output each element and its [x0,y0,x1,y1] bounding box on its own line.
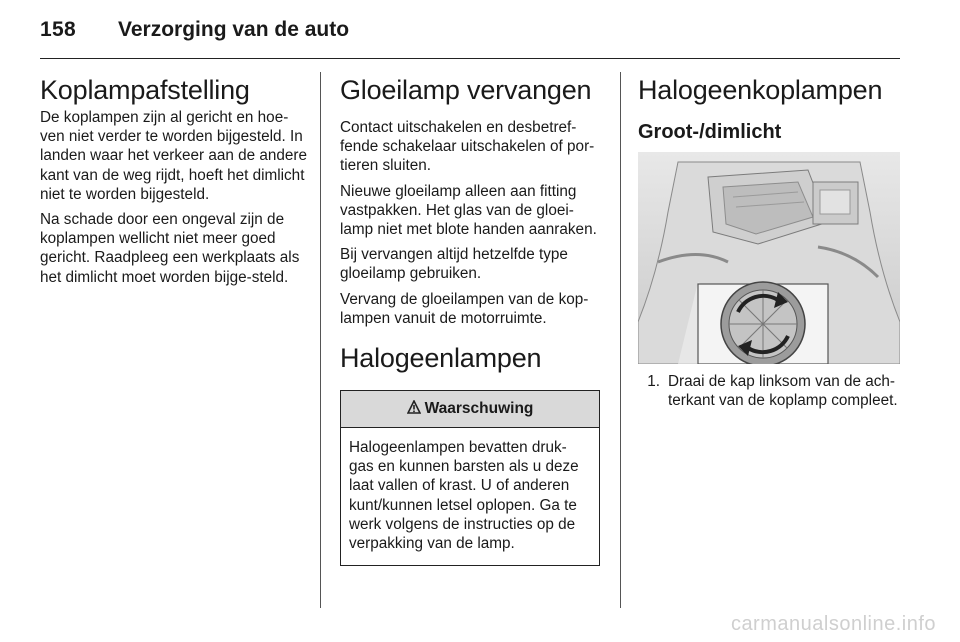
warning-text: Halogeenlampen bevatten druk-gas en kunnen barsten als u deze laat vallen of krast. U of anderen kunt/kunnen letsel oplopen. Ga te werk volgens de instructies op de verpakking van de lamp. [349,439,579,553]
step-text: Draai de kap linksom van de ach-terkant van de koplamp compleet. [668,373,898,410]
paragraph: Na schade door een ongeval zijn de koplampen wellicht niet meer goed gericht. Raadpleeg een werkplaats als het dimlicht moet worden bijge-steld. [40,211,300,286]
column-divider [620,72,621,608]
step-number: 1. [647,373,660,390]
engine-bay-illustration [638,152,900,364]
watermark: carmanualsonline.info [730,613,936,635]
heading-koplampafstelling: Koplampafstelling [40,75,250,105]
paragraph: Bij vervangen altijd hetzelfde type gloeilamp gebruiken. [340,246,568,283]
paragraph: Contact uitschakelen en desbetref-fende schakelaar uitschakelen of por-tieren sluiten. [340,119,595,175]
paragraph: Nieuwe gloeilamp alleen aan fitting vastpakken. Het glas van de gloei-lamp niet met blote handen aanraken. [340,182,597,239]
column-gloeilamp-vervangen [340,72,602,566]
heading-halogeenlampen: Halogeenlampen [340,343,542,374]
chapter-title: Verzorging van de auto [118,18,350,41]
warning-header [341,391,599,428]
column-divider [320,72,321,608]
warning-box [340,390,600,566]
column-koplampafstelling [40,72,308,293]
instruction-step [638,372,902,410]
heading-halogeenkoplampen: Halogeenkoplampen [638,75,883,105]
subheading-groot-dimlicht: Groot-/dimlicht [638,121,782,143]
paragraph: De koplampen zijn al gericht en hoe-ven niet verder te worden bijgesteld. In landen waar het verkeer aan de andere kant van de weg rijdt, hoeft het dimlicht niet te worden bijgesteld. [40,109,308,203]
warning-triangle-icon [407,400,421,419]
column-halogeenkoplampen [638,72,902,410]
page-number: 158 [40,18,76,41]
warning-label: Waarschuwing [424,400,534,418]
page-header [40,14,900,59]
paragraph: Vervang de gloeilampen van de kop-lampen vanuit de motorruimte. [340,290,589,327]
heading-gloeilamp-vervangen: Gloeilamp vervangen [340,75,592,105]
